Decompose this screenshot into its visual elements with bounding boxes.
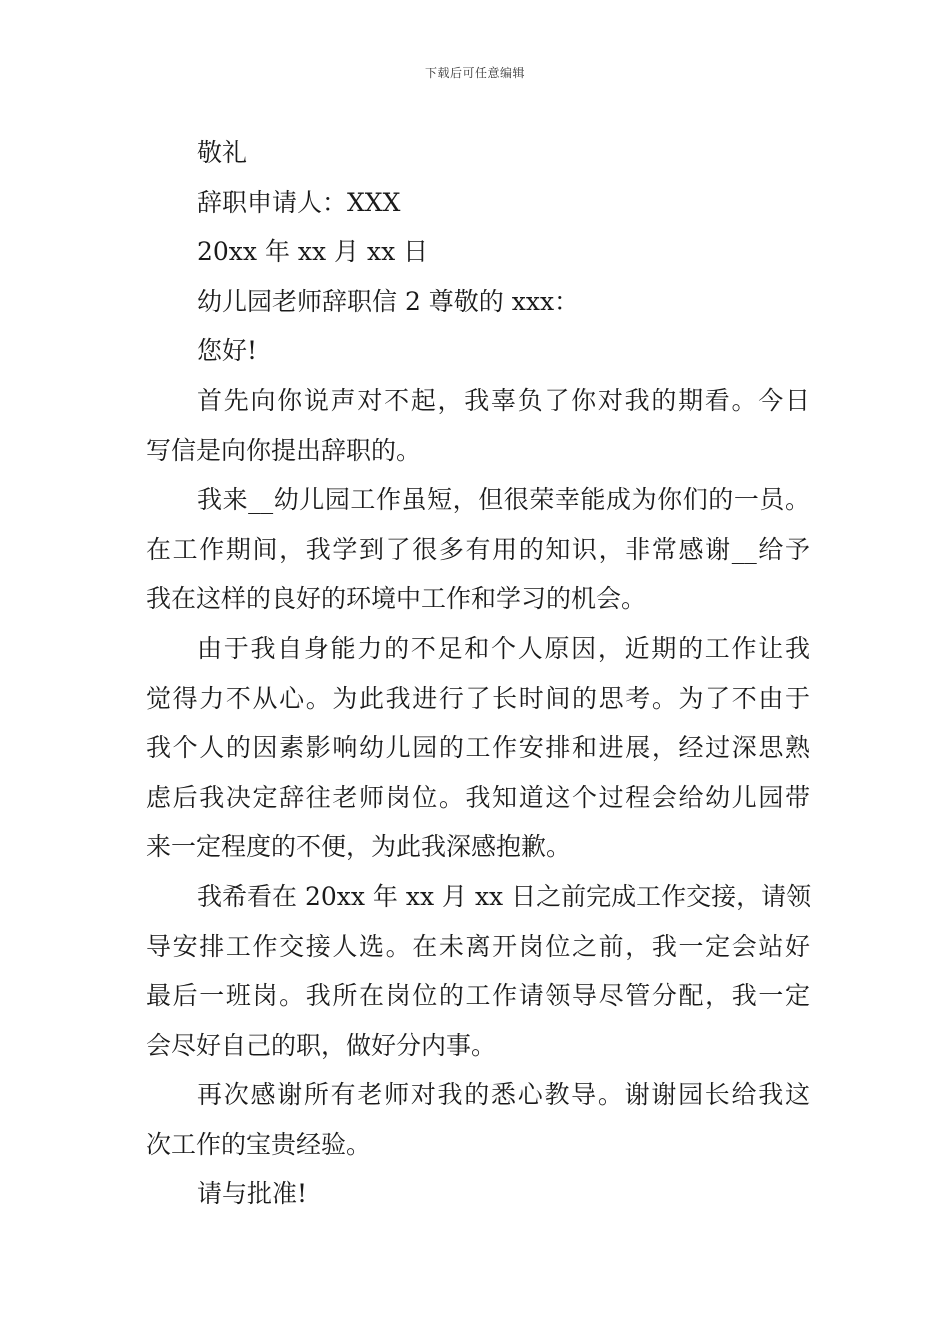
paragraph-3-line-3: 我个人的因素影响幼儿园的工作安排和进展，经过深思熟 bbox=[146, 733, 810, 763]
letter-body bbox=[146, 128, 810, 1219]
paragraph-4-line-2: 导安排工作交接人选。在未离开岗位之前，我一定会站好 bbox=[146, 931, 810, 961]
paragraph-3-line-5: 来一定程度的不便，为此我深感抱歉。 bbox=[146, 832, 572, 862]
paragraph-3-line-2: 觉得力不从心。为此我进行了长时间的思考。为了不由于 bbox=[146, 683, 810, 713]
paragraph-1-line-2: 写信是向你提出辞职的。 bbox=[146, 435, 422, 465]
paragraph-2-line-1: 我来__幼儿园工作虽短，但很荣幸能成为你们的一员。 bbox=[197, 485, 810, 515]
paragraph-4-line-1: 我希看在 20xx 年 xx 月 xx 日之前完成工作交接，请领 bbox=[197, 881, 812, 911]
paragraph-3-line-1: 由于我自身能力的不足和个人原因，近期的工作让我 bbox=[197, 633, 810, 663]
closing-request-line: 请与批准! bbox=[197, 1179, 308, 1209]
paragraph-2-line-2: 在工作期间，我学到了很多有用的知识，非常感谢__给予 bbox=[146, 534, 810, 564]
paragraph-3-line-4: 虑后我决定辞往老师岗位。我知道这个过程会给幼儿园带 bbox=[146, 782, 810, 812]
paragraph-1-line-1: 首先向你说声对不起，我辜负了你对我的期看。今日 bbox=[197, 385, 810, 415]
date-line: 20xx 年 xx 月 xx 日 bbox=[197, 237, 429, 267]
page-header-note: 下载后可任意编辑 bbox=[424, 66, 525, 80]
paragraph-4-line-4: 会尽好自己的职，做好分内事。 bbox=[146, 1030, 497, 1060]
paragraph-5-line-1: 再次感谢所有老师对我的悉心教导。谢谢园长给我这 bbox=[197, 1080, 810, 1110]
paragraph-2-line-3: 我在这样的良好的环境中工作和学习的机会。 bbox=[146, 584, 647, 614]
letter-2-title-greeting: 幼儿园老师辞职信 2 尊敬的 xxx： bbox=[197, 286, 580, 316]
applicant-signature-line: 辞职申请人：XXX bbox=[197, 187, 401, 217]
closing-salutation: 敬礼 bbox=[197, 138, 248, 167]
greeting-line: 您好! bbox=[197, 336, 258, 366]
paragraph-5-line-2: 次工作的宝贵经验。 bbox=[146, 1129, 372, 1159]
paragraph-4-line-3: 最后一班岗。我所在岗位的工作请领导尽管分配，我一定 bbox=[146, 981, 810, 1011]
